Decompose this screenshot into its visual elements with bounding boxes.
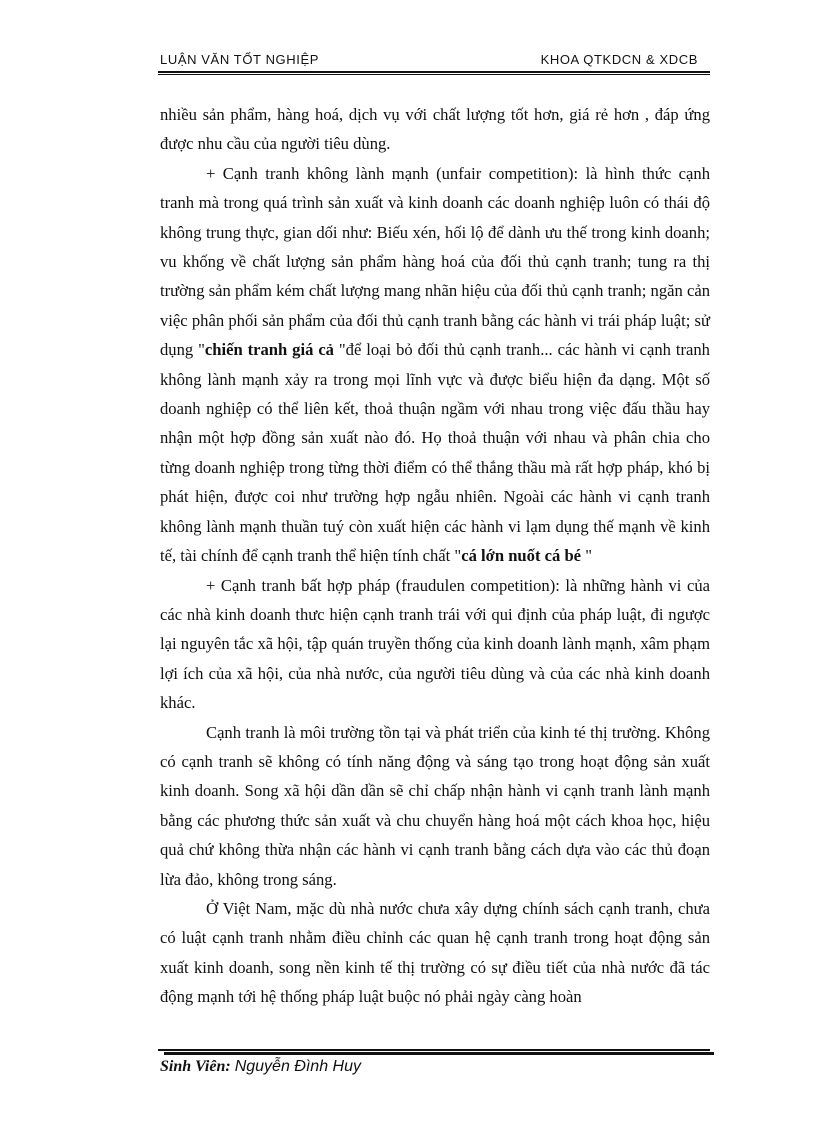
footer-student-name: Nguyễn Đình Huy: [234, 1058, 361, 1075]
page-header: [158, 50, 710, 70]
footer-rule-shadow: [164, 1052, 714, 1055]
document-body: [160, 100, 710, 1012]
page-footer: [160, 1058, 361, 1076]
paragraph-2-text-a: + Cạnh tranh không lành mạnh (unfair competition): là hình thức cạnh tranh mà trong quá trình sản xuất và kinh doanh các doanh nghiệp luôn có thái độ không trung thực, gian dối như: Biếu xén, hối lộ để dành ưu thế trong kinh doanh; vu khống về chất lượng sản phẩm hàng hoá của đối thủ cạnh tranh; tung ra thị trường sản phẩm kém chất lượng mang nhãn hiệu của đối thủ cạnh tranh; ngăn cản việc phân phối sản phẩm của đối thủ cạnh tranh bằng các hành vi trái pháp luật; sử dụng ": [160, 163, 710, 360]
paragraph-2-text-c: ": [581, 546, 592, 566]
paragraph-2-text-b: "để loại bỏ đối thủ cạnh tranh... các hành vi cạnh tranh không lành mạnh xảy ra trong mọi lĩnh vực và được biểu hiện đa dạng. Một số doanh nghiệp có thể liên kết, thoả thuận ngầm với nhau trong việc đấu thầu hay nhận một hợp đồng sản xuất nào đó. Họ thoả thuận với nhau và phân chia cho từng doanh nghiệp trong từng thời điểm có thể thắng thầu mà rất hợp pháp, khó bị phát hiện, được coi như trường hợp ngẫu nhiên. Ngoài các hành vi cạnh tranh không lành mạnh thuần tuý còn xuất hiện các hành vi lạm dụng thế mạnh về kinh tế, tài chính để cạnh tranh thể hiện tính chất ": [160, 340, 710, 566]
footer-rule: [158, 1049, 710, 1051]
paragraph-unfair-competition: [160, 159, 710, 571]
paragraph-1: nhiều sản phẩm, hàng hoá, dịch vụ với chất lượng tốt hơn, giá rẻ hơn , đáp ứng được nhu cầu của người tiêu dùng.: [160, 105, 710, 154]
bold-big-fish: cá lớn nuốt cá bé: [461, 546, 582, 566]
bold-price-war: chiến tranh giá cả: [204, 340, 334, 360]
header-rule-thin: [158, 74, 710, 75]
paragraph-illegal-competition: + Cạnh tranh bất hợp pháp (fraudulen competition): là những hành vi của các nhà kinh doanh thưc hiện cạnh tranh trái với qui định của pháp luật, đi ngược lại nguyên tắc xã hội, tập quán truyền thống của kinh doanh lành mạnh, xâm phạm lợi ích của xã hội, của nhà nước, của người tiêu dùng và của các nhà kinh doanh khác.: [160, 575, 710, 713]
paragraph-vietnam: Ở Việt Nam, mặc dù nhà nước chưa xây dựng chính sách cạnh tranh, chưa có luật cạnh tranh nhằm điều chỉnh các quan hệ cạnh tranh trong hoạt động sản xuất kinh doanh, song nền kinh tế thị trường có sự điều tiết của nhà nước đã tác động mạnh tới hệ thống pháp luật buộc nó phải ngày càng hoàn: [160, 898, 710, 1007]
header-rule: [158, 71, 710, 73]
footer-student-label: Sinh Viên:: [160, 1058, 231, 1075]
header-thesis-title: LUẬN VĂN TỐT NGHIỆP: [160, 52, 320, 67]
header-faculty: KHOA QTKDCN & XDCB: [540, 52, 698, 67]
paragraph-competition-environment: Cạnh tranh là môi trường tồn tại và phát triển của kinh té thị trường. Không có cạnh tranh sẽ không có tính năng động và sáng tạo trong hoạt động sản xuất kinh doanh. Song xã hội dần dần sẽ chỉ chấp nhận hành vi cạnh tranh lành mạnh bằng các phương thức sản xuất và chu chuyển hàng hoá một cách khoa học, hiệu quả chứ không thừa nhận các hành vi cạnh tranh bằng cách dựa vào các thủ đoạn lừa đảo, không trong sáng.: [160, 722, 710, 889]
